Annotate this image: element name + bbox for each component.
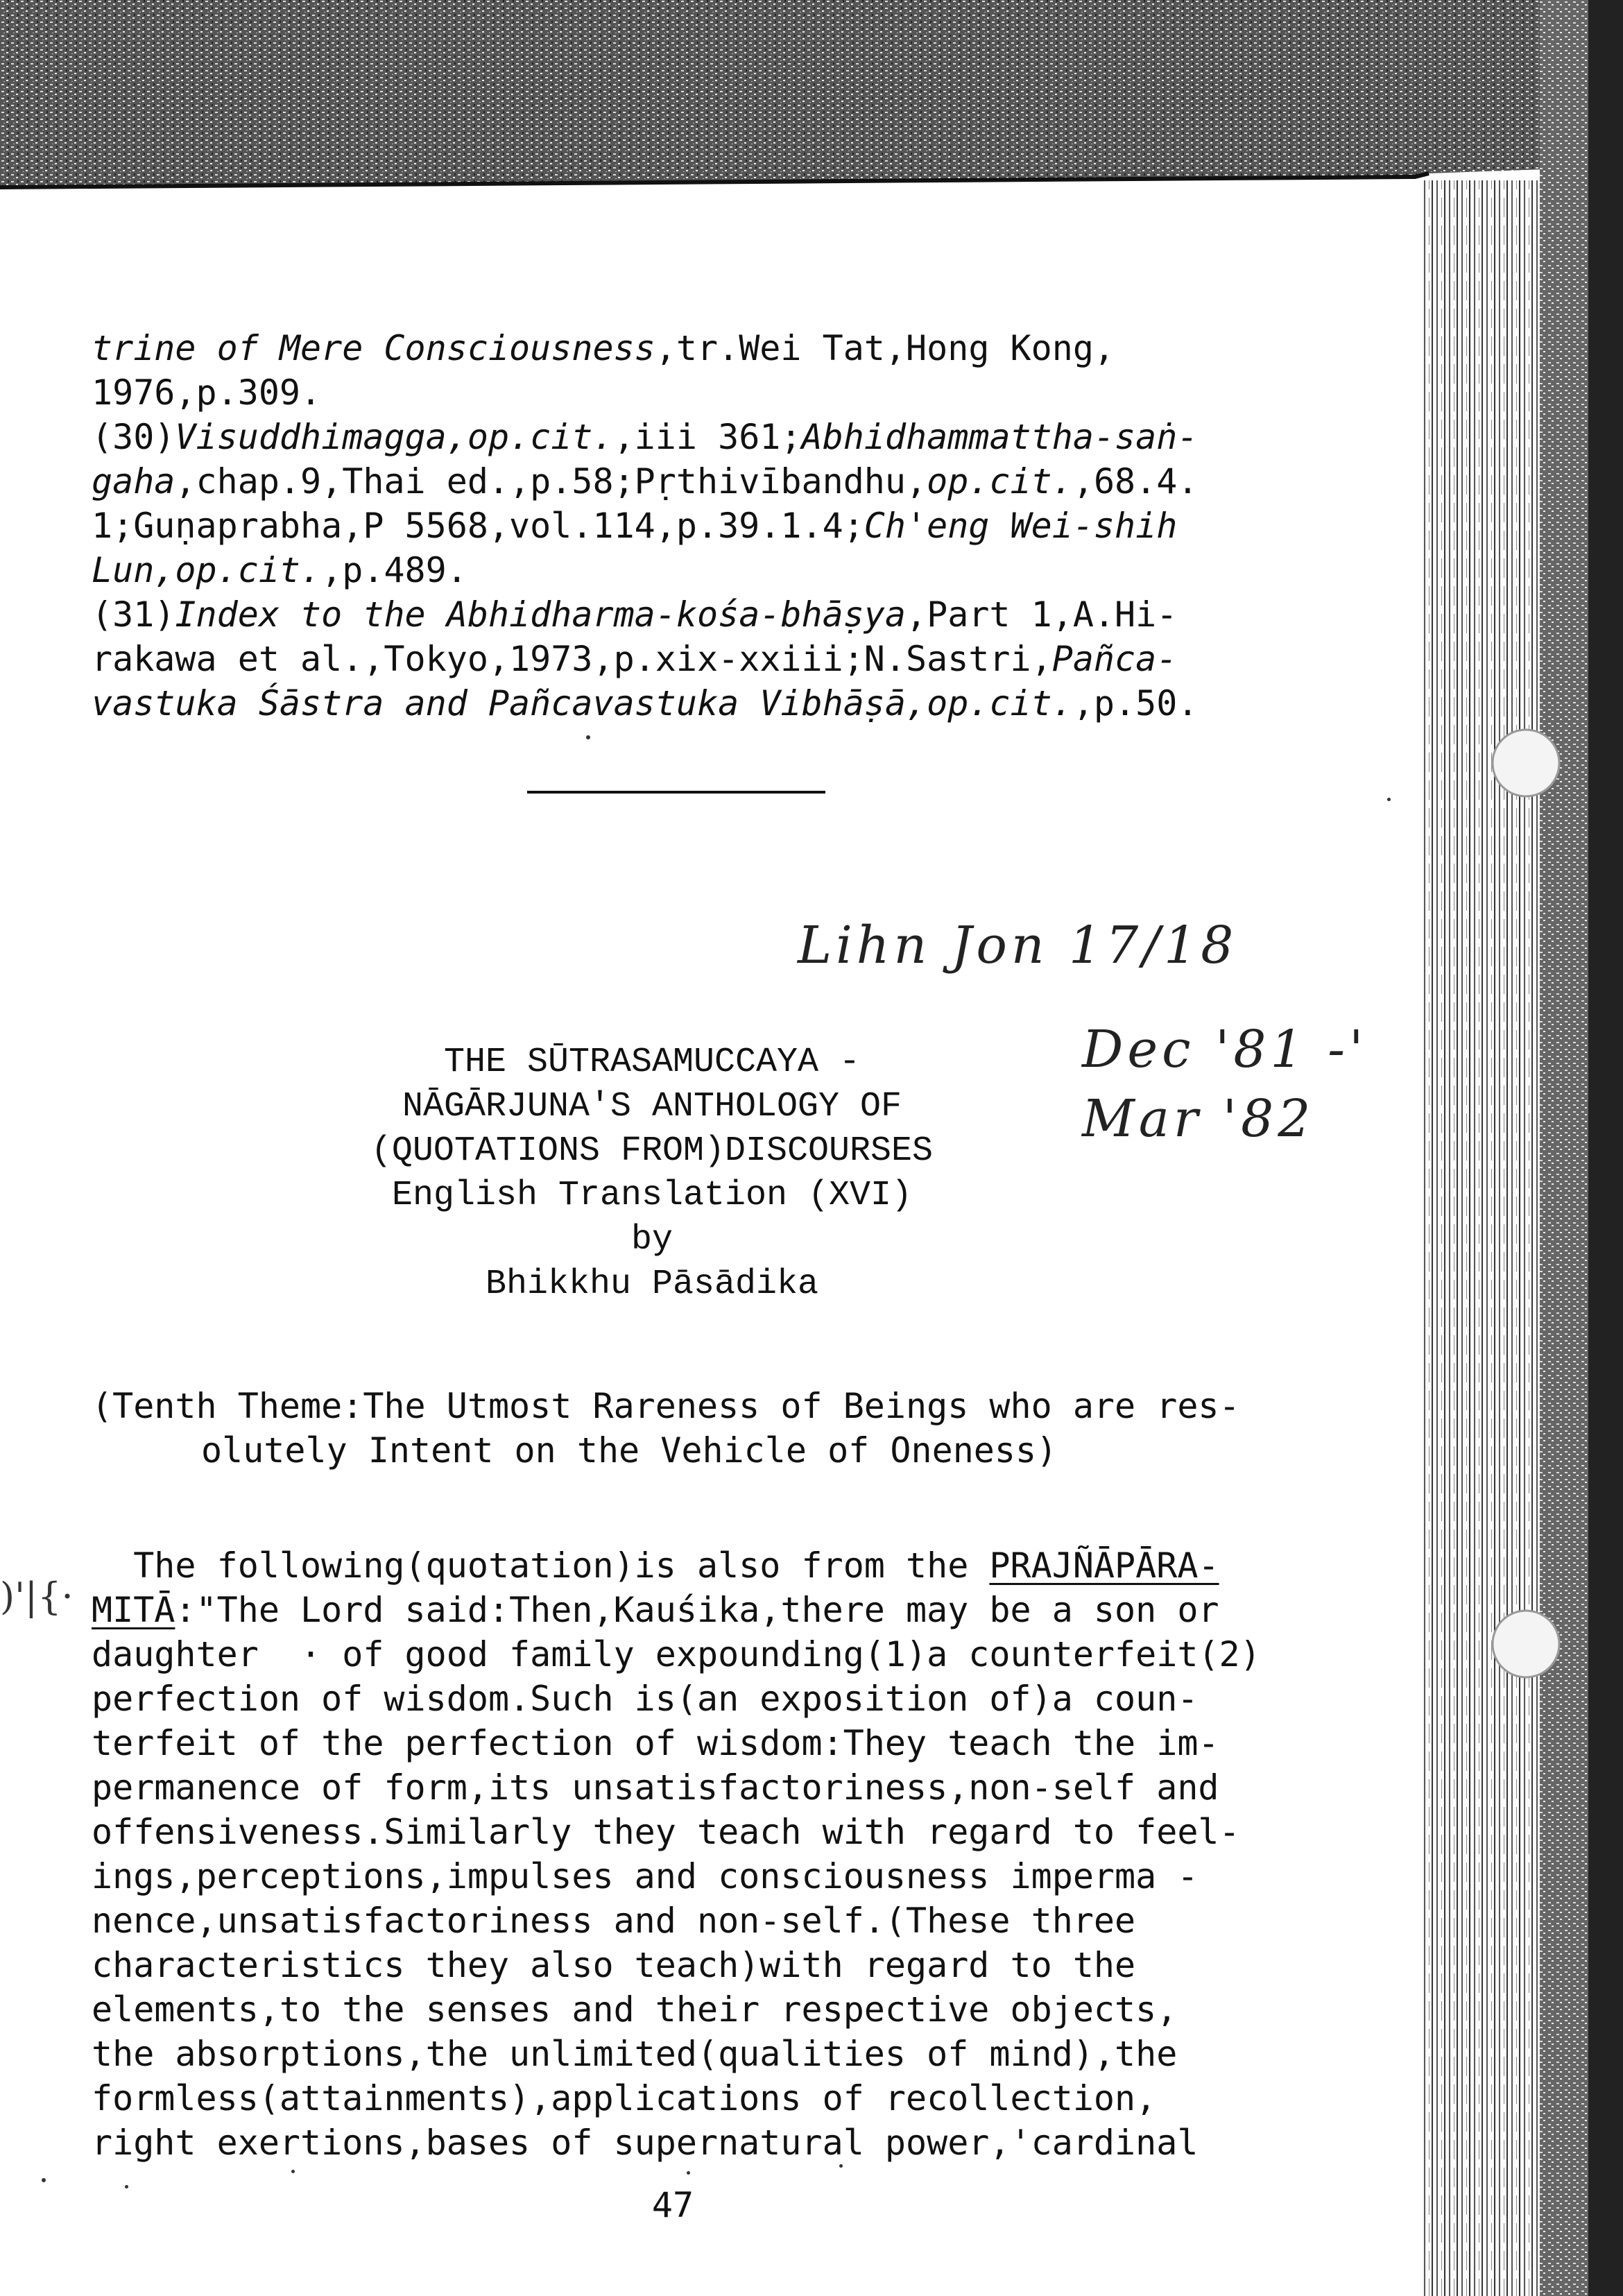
scan-speck — [839, 2164, 843, 2168]
scan-speck — [42, 2178, 46, 2182]
footnote-title: Lun,op.cit. — [92, 550, 322, 590]
body-line-2 — [92, 1588, 1219, 1632]
body-line-6: permanence of form,its unsatisfactoriness,non-self and — [92, 1767, 1219, 1808]
footnote-number: (31) — [92, 594, 175, 635]
scan-speck — [586, 735, 590, 739]
body-line-1 — [92, 1543, 1219, 1588]
body-line-7: offensiveness.Similarly they teach with regard to feel- — [92, 1812, 1240, 1852]
footnote-title: Visuddhimagga,op.cit. — [175, 417, 614, 457]
footnote-text: ,chap.9,Thai ed.,p.58;Pṛthivībandhu, — [175, 461, 927, 502]
footnote-title: trine of Mere Consciousness — [92, 328, 655, 368]
author-name: Bhikkhu Pāsādika — [485, 1265, 819, 1304]
article-title-line-3: (QUOTATIONS FROM)DISCOURSES — [370, 1131, 934, 1171]
body-line-10: characteristics they also teach)with regard to the — [92, 1945, 1136, 1985]
footnote-text: ,p.489. — [321, 550, 467, 590]
body-line-11: elements,to the senses and their respective objects, — [92, 1989, 1178, 2030]
scan-noise-top-border — [0, 0, 1623, 194]
body-line-9: nence,unsatisfactoriness and non-self.(These three — [92, 1901, 1136, 1941]
footnote-30-line-2 — [92, 459, 1198, 504]
body-line-3: daughter · of good family expounding(1)a counterfeit(2) — [92, 1634, 1261, 1674]
handwritten-date-start: Dec '81 -' — [1082, 1020, 1368, 1079]
section-divider — [527, 791, 825, 794]
footnote-29-line-1 — [92, 326, 1115, 370]
body-line-5: terfeit of the perfection of wisdom:They teach the im- — [92, 1723, 1219, 1763]
source-title-underlined: MITĀ — [92, 1590, 175, 1630]
footnote-text: ,tr.Wei Tat,Hong Kong, — [655, 328, 1115, 368]
theme-line-1: (Tenth Theme:The Utmost Rareness of Beings who are res- — [92, 1386, 1240, 1426]
footnote-text: 1;Guṇaprabha,P 5568,vol.114,p.39.1.4; — [92, 506, 864, 546]
body-line-13: formless(attainments),applications of recollection, — [92, 2078, 1157, 2118]
footnote-title: gaha — [92, 461, 175, 502]
byline-by: by — [630, 1220, 673, 1260]
article-title-line-1: THE SŪTRASAMUCCAYA - — [443, 1043, 861, 1082]
footnote-30-line-4 — [92, 548, 467, 592]
body-line-12: the absorptions,the unlimited(qualities of mind),the — [92, 2034, 1178, 2074]
footnote-title: Ch'eng Wei-shih — [864, 506, 1178, 546]
page-number: 47 — [651, 2185, 694, 2225]
handwritten-date-end: Mar '82 — [1082, 1089, 1315, 1149]
scan-book-spine — [1422, 0, 1623, 2296]
footnote-30-line-3 — [92, 504, 1177, 548]
scan-speck — [1387, 798, 1391, 801]
theme-line-2: olutely Intent on the Vehicle of Oneness) — [201, 1430, 1058, 1471]
footnote-text: ,p.50. — [1072, 683, 1199, 723]
article-subtitle: English Translation (XVI) — [391, 1176, 913, 1215]
footnote-title: vastuka Śāstra and Pañcavastuka Vibhāṣā,op.cit. — [92, 683, 1073, 723]
footnote-30-line-1 — [92, 415, 1198, 459]
scan-speck — [687, 2171, 690, 2175]
footnote-title: Index to the Abhidharma-kośa-bhāṣya — [175, 594, 907, 635]
footnote-title: Pañca- — [1051, 639, 1178, 679]
footnote-text: ,iii 361; — [613, 417, 802, 457]
handwritten-note: Lihn Jon 17/18 — [798, 916, 1238, 975]
scan-speck — [291, 2170, 295, 2173]
body-line-14: right exertions,bases of supernatural power,'cardinal — [92, 2123, 1199, 2163]
body-line-8: ings,perceptions,impulses and consciousness imperma - — [92, 1856, 1199, 1896]
footnote-text: ,Part 1,A.Hi- — [906, 594, 1178, 635]
margin-handwritten-mark: )'|{· — [0, 1575, 74, 1618]
footnote-title: op.cit. — [927, 461, 1073, 502]
footnote-title: Abhidhammattha-saṅ- — [801, 417, 1199, 457]
body-text: The following(quotation)is also from the — [92, 1545, 990, 1586]
source-title-underlined: PRAJÑĀPĀRA- — [989, 1545, 1219, 1586]
article-title-line-2: NĀGĀRJUNA'S ANTHOLOGY OF — [402, 1087, 902, 1126]
footnote-text: rakawa et al.,Tokyo,1973,p.xix-xxiii;N.Sastri, — [92, 639, 1052, 679]
footnote-31-line-2 — [92, 637, 1177, 681]
body-text: :"The Lord said:Then,Kauśika,there may be a son or — [175, 1590, 1219, 1630]
footnote-29-line-2: 1976,p.309. — [92, 372, 322, 413]
footnote-number: (30) — [92, 417, 175, 457]
footnote-31-line-1 — [92, 592, 1177, 637]
footnote-text: ,68.4. — [1072, 461, 1199, 502]
footnote-31-line-3 — [92, 681, 1198, 726]
body-line-4: perfection of wisdom.Such is(an exposition of)a coun- — [92, 1679, 1199, 1719]
